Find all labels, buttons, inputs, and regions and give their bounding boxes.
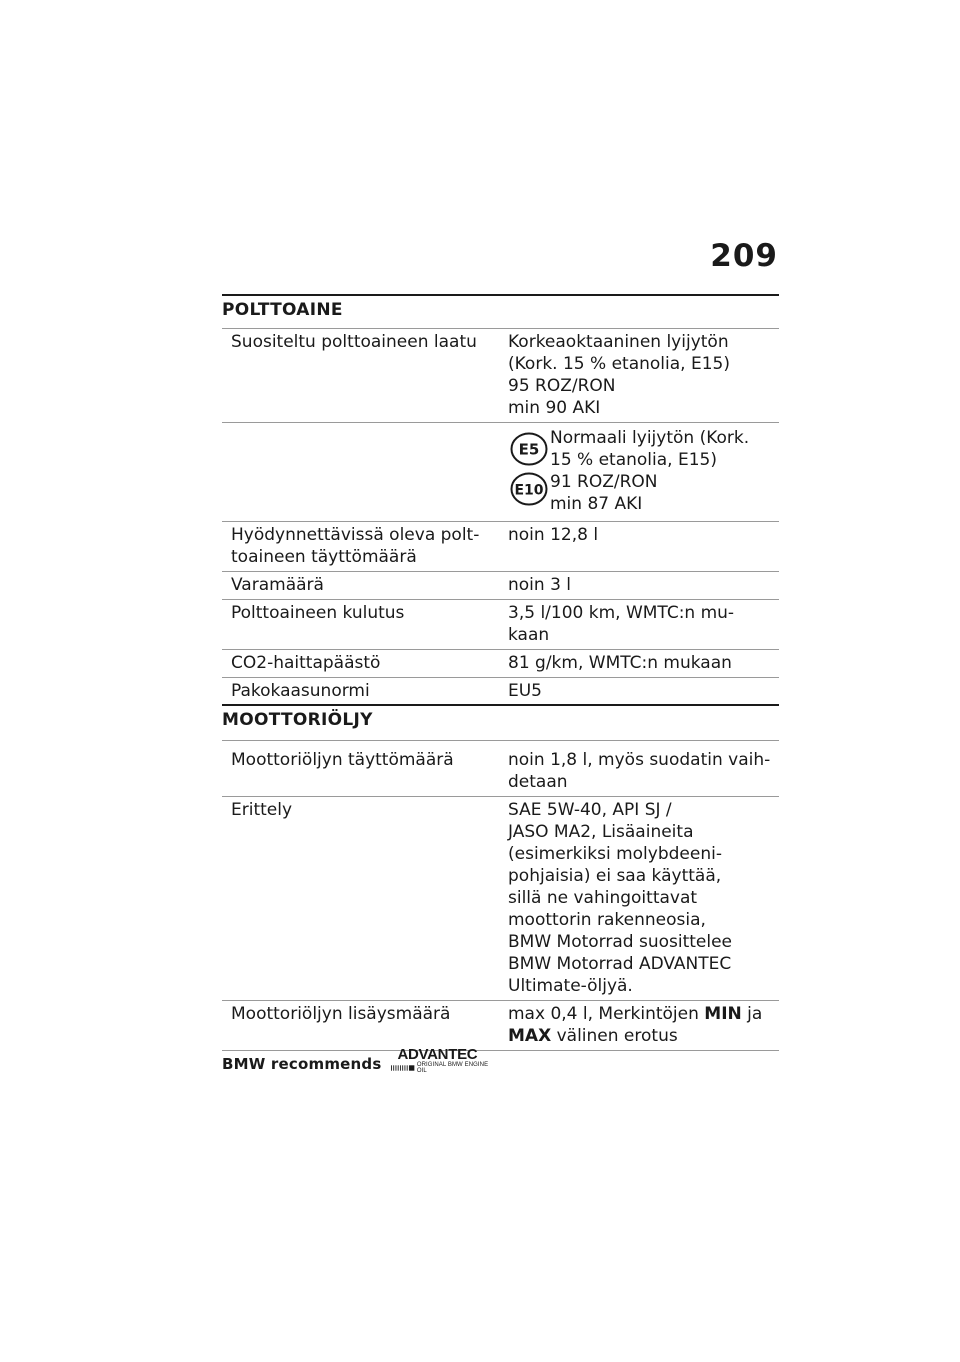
- emission-label: Pakokaasunormi: [231, 681, 370, 701]
- table-row: [222, 329, 779, 423]
- section-title-oil: MOOTTORIÖLJY: [222, 704, 779, 741]
- reserve-value: noin 3 l: [508, 575, 572, 595]
- consumption-value: 3,5 l/100 km, WMTC:n mu- kaan: [508, 603, 735, 645]
- max-marker-text: MAX: [508, 1026, 552, 1046]
- fuel-quality-label: Suositeltu polttoaineen laatu: [231, 332, 477, 352]
- oil-capacity-value: noin 1,8 l, myös suodatin vaih- detaan: [508, 750, 771, 792]
- bmw-recommends-text: BMW recommends: [222, 1055, 382, 1073]
- normal-fuel-value: E5 E10 Normaali lyijytön (Kork. 15 % etanolia, E15) 91 ROZ/RON min 87 AKI: [500, 423, 779, 521]
- oil-spec-label: Erittely: [231, 800, 293, 820]
- table-row: [222, 423, 779, 522]
- usable-fuel-value: noin 12,8 l: [508, 525, 599, 545]
- table-row: [222, 797, 779, 1001]
- e10-fuel-icon: [510, 472, 548, 506]
- svg-text:E10: E10: [514, 482, 544, 499]
- oil-topup-value: max 0,4 l, Merkintöjen MIN ja MAX välinen erotus: [508, 1004, 763, 1046]
- table-row: [222, 600, 779, 650]
- usable-fuel-label: Hyödynnettävissä oleva polt- toaineen täyttömäärä: [231, 525, 480, 567]
- fuel-quality-value: Korkeaoktaaninen lyijytön (Kork. 15 % etanolia, E15) 95 ROZ/RON min 90 AKI: [508, 332, 730, 418]
- co2-value: 81 g/km, WMTC:n mukaan: [508, 653, 732, 673]
- reserve-label: Varamäärä: [231, 575, 324, 595]
- table-row: [222, 572, 779, 600]
- e5-fuel-icon: [510, 432, 548, 466]
- advantec-logo-word: ADVANTEC: [397, 1046, 478, 1063]
- section-title-fuel: POLTTOAINE: [222, 294, 779, 329]
- oil-topup-label: Moottoriöljyn lisäysmäärä: [231, 1004, 451, 1024]
- fuel-section: [222, 294, 779, 706]
- barcode-stripe-icon: [391, 1064, 414, 1072]
- table-row: [222, 650, 779, 678]
- table-row: [222, 741, 779, 797]
- consumption-label: Polttoaineen kulutus: [231, 603, 405, 623]
- table-row: [222, 522, 779, 572]
- page-number: 209: [710, 238, 778, 274]
- emission-value: EU5: [508, 681, 542, 701]
- footer: [222, 1047, 491, 1074]
- oil-capacity-label: Moottoriöljyn täyttömäärä: [231, 750, 454, 770]
- min-marker-text: MIN: [704, 1004, 742, 1024]
- table-row: [222, 678, 779, 706]
- advantec-logo: [391, 1047, 491, 1074]
- advantec-logo-subtitle: ORIGINAL BMW ENGINE OIL: [416, 1062, 489, 1074]
- table-row: [222, 1001, 779, 1051]
- co2-label: CO2-haittapäästö: [231, 653, 381, 673]
- svg-text:E5: E5: [518, 440, 540, 459]
- oil-spec-value: SAE 5W-40, API SJ / JASO MA2, Lisäaineita (esimerkiksi molybdeeni- pohjaisia) ei saa käyttää, sillä ne vahingoittavat moottorin rakenneosia, BMW Motorrad suosittelee BMW Motorrad ADVANTEC Ultimate-öljyä.: [508, 800, 733, 996]
- oil-section: [222, 704, 779, 1051]
